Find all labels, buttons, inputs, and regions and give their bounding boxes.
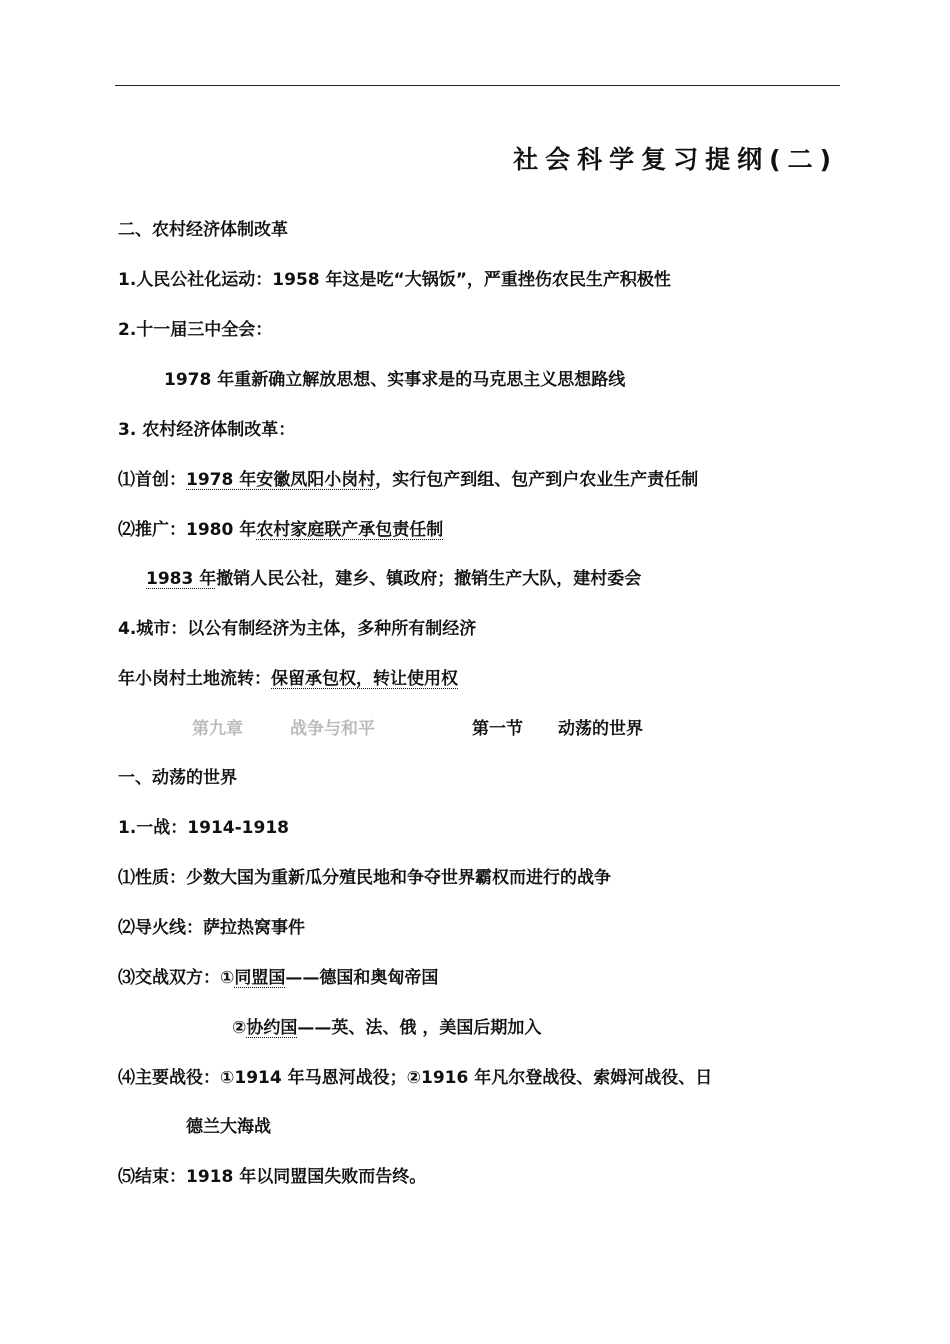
- page-title: 社会科学复习提纲(二): [513, 145, 838, 174]
- entente-detail: ——英、法、俄 ，美国后期加入: [297, 1018, 542, 1038]
- item-commune-movement: 1.人民公社化运动：1958 年这是吃“大锅饭”，严重挫伤农民生产积极性: [118, 270, 671, 290]
- heading-turbulent-world: 一、动荡的世界: [118, 768, 237, 788]
- item-entente: [232, 1016, 541, 1040]
- central-powers-text: 同盟国: [234, 968, 286, 988]
- chapter-title: 战争与和平: [290, 719, 375, 739]
- entente-text: 协约国: [246, 1018, 298, 1038]
- xiaogang-village-text: 1978 年安徽凤阳小岗村: [186, 470, 376, 490]
- heading-rural-reform: 二、农村经济体制改革: [118, 220, 288, 240]
- section-label: 第一节: [472, 719, 523, 739]
- central-powers-detail: ——德国和奥匈帝国: [285, 968, 439, 988]
- year-1983: 1983 年: [146, 569, 217, 589]
- item-battles-continued: 德兰大海战: [186, 1117, 271, 1137]
- item-third-plenum: 2.十一届三中全会：: [118, 320, 273, 340]
- land-transfer-detail: 保留承包权，转让使用权: [271, 669, 458, 689]
- label-promotion: ⑵推广：1980 年: [118, 520, 257, 540]
- item-rural-reform: 3. 农村经济体制改革：: [118, 420, 296, 440]
- item-ww1: 1.一战：1914-1918: [118, 818, 289, 838]
- section-title: 动荡的世界: [558, 719, 643, 739]
- header-rule: [115, 85, 840, 86]
- item-first-creation: [118, 468, 698, 492]
- item-1983: [146, 567, 641, 591]
- label-land-transfer: 年小岗村土地流转：: [118, 669, 271, 689]
- label-belligerents: ⑶交战双方：①: [118, 968, 235, 988]
- item-trigger: ⑵导火线：萨拉热窝事件: [118, 918, 305, 938]
- item-battles: ⑷主要战役：①1914 年马恩河战役；②1916 年凡尔登战役、索姆河战役、日: [118, 1068, 713, 1088]
- label-first-creation: ⑴首创：: [118, 470, 186, 490]
- item-city: 4.城市：以公有制经济为主体，多种所有制经济: [118, 619, 477, 639]
- item-1983-detail: 撤销人民公社，建乡、镇政府；撤销生产大队，建村委会: [216, 569, 642, 589]
- chapter-label: 第九章: [192, 719, 243, 739]
- item-promotion: [118, 518, 443, 542]
- item-land-transfer: [118, 667, 458, 691]
- item-third-plenum-detail: 1978 年重新确立解放思想、实事求是的马克思主义思想路线: [164, 370, 626, 390]
- item-nature: ⑴性质：少数大国为重新瓜分殖民地和争夺世界霸权而进行的战争: [118, 868, 611, 888]
- item-end: ⑸结束：1918 年以同盟国失败而告终。: [118, 1167, 427, 1187]
- item-belligerents: [118, 966, 438, 990]
- household-contract-text: 农村家庭联产承包责任制: [256, 520, 444, 540]
- entente-number: ②: [232, 1018, 247, 1038]
- first-creation-detail: ，实行包产到组、包产到户农业生产责任制: [375, 470, 699, 490]
